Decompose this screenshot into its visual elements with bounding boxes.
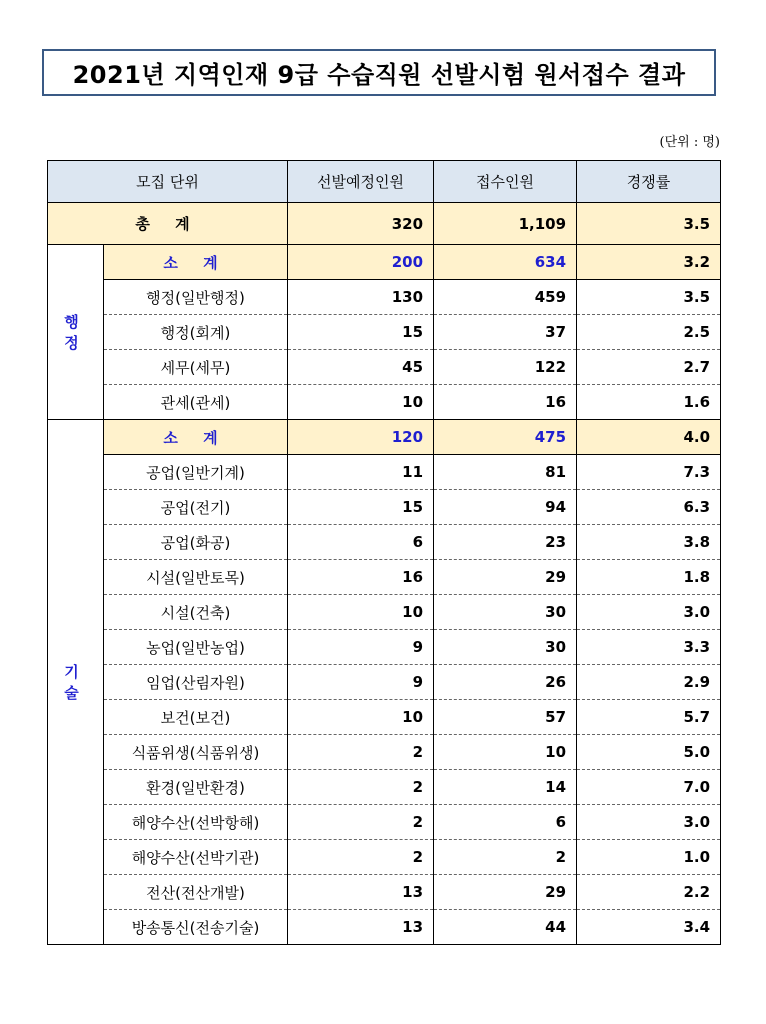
planned-count: 130: [288, 280, 434, 315]
planned-count: 9: [288, 665, 434, 700]
applied-count: 81: [434, 455, 577, 490]
subtotal-planned: 120: [288, 420, 434, 455]
total-label: 총 계: [48, 203, 288, 245]
competition-ratio: 2.5: [577, 315, 721, 350]
results-table: [47, 160, 721, 945]
planned-count: 15: [288, 315, 434, 350]
unit-name: 임업(산림자원): [104, 665, 288, 700]
competition-ratio: 3.0: [577, 805, 721, 840]
applied-count: 57: [434, 700, 577, 735]
planned-count: 2: [288, 805, 434, 840]
competition-ratio: 2.9: [577, 665, 721, 700]
table-row: [48, 525, 721, 560]
competition-ratio: 7.3: [577, 455, 721, 490]
table-body: [48, 203, 721, 945]
competition-ratio: 3.3: [577, 630, 721, 665]
table-row: [48, 595, 721, 630]
unit-name: 행정(일반행정): [104, 280, 288, 315]
planned-count: 45: [288, 350, 434, 385]
unit-name: 해양수산(선박기관): [104, 840, 288, 875]
subtotal-planned: 200: [288, 245, 434, 280]
planned-count: 15: [288, 490, 434, 525]
applied-count: 29: [434, 875, 577, 910]
unit-name: 시설(건축): [104, 595, 288, 630]
unit-name: 행정(회계): [104, 315, 288, 350]
total-ratio: 3.5: [577, 203, 721, 245]
table-row: [48, 665, 721, 700]
competition-ratio: 3.8: [577, 525, 721, 560]
competition-ratio: 1.8: [577, 560, 721, 595]
table-row: [48, 490, 721, 525]
competition-ratio: 2.7: [577, 350, 721, 385]
table-row: [48, 700, 721, 735]
unit-name: 관세(관세): [104, 385, 288, 420]
competition-ratio: 3.4: [577, 910, 721, 945]
applied-count: 29: [434, 560, 577, 595]
applied-count: 94: [434, 490, 577, 525]
subtotal-applied: 475: [434, 420, 577, 455]
subtotal-label: 소 계: [104, 245, 288, 280]
page-title: 2021년 지역인재 9급 수습직원 선발시험 원서접수 결과: [42, 49, 716, 96]
unit-name: 방송통신(전송기술): [104, 910, 288, 945]
applied-count: 10: [434, 735, 577, 770]
unit-name: 해양수산(선박항해): [104, 805, 288, 840]
applied-count: 6: [434, 805, 577, 840]
applied-count: 14: [434, 770, 577, 805]
applied-count: 30: [434, 630, 577, 665]
header-ratio: 경쟁률: [577, 161, 721, 203]
competition-ratio: 5.0: [577, 735, 721, 770]
subtotal-ratio: 4.0: [577, 420, 721, 455]
table-row: [48, 875, 721, 910]
planned-count: 2: [288, 735, 434, 770]
applied-count: 26: [434, 665, 577, 700]
planned-count: 10: [288, 595, 434, 630]
applied-count: 30: [434, 595, 577, 630]
table-row: [48, 315, 721, 350]
unit-note: (단위 : 명): [659, 135, 720, 150]
planned-count: 2: [288, 770, 434, 805]
header-applied: 접수인원: [434, 161, 577, 203]
group-label: 행 정: [48, 245, 104, 420]
competition-ratio: 3.5: [577, 280, 721, 315]
table-row: [48, 455, 721, 490]
unit-name: 보건(보건): [104, 700, 288, 735]
competition-ratio: 6.3: [577, 490, 721, 525]
applied-count: 44: [434, 910, 577, 945]
applied-count: 16: [434, 385, 577, 420]
competition-ratio: 2.2: [577, 875, 721, 910]
planned-count: 2: [288, 840, 434, 875]
header-unit: 모집 단위: [48, 161, 288, 203]
planned-count: 11: [288, 455, 434, 490]
subtotal-applied: 634: [434, 245, 577, 280]
unit-name: 시설(일반토목): [104, 560, 288, 595]
competition-ratio: 7.0: [577, 770, 721, 805]
subtotal-row: [48, 420, 721, 455]
unit-name: 농업(일반농업): [104, 630, 288, 665]
unit-name: 공업(화공): [104, 525, 288, 560]
total-applied: 1,109: [434, 203, 577, 245]
subtotal-label: 소 계: [104, 420, 288, 455]
subtotal-row: [48, 245, 721, 280]
table-row: [48, 385, 721, 420]
competition-ratio: 3.0: [577, 595, 721, 630]
applied-count: 459: [434, 280, 577, 315]
table-row: [48, 630, 721, 665]
total-row: [48, 203, 721, 245]
table-row: [48, 805, 721, 840]
subtotal-ratio: 3.2: [577, 245, 721, 280]
header-planned: 선발예정인원: [288, 161, 434, 203]
unit-name: 공업(전기): [104, 490, 288, 525]
applied-count: 23: [434, 525, 577, 560]
group-label: 기 술: [48, 420, 104, 945]
applied-count: 2: [434, 840, 577, 875]
unit-name: 세무(세무): [104, 350, 288, 385]
applied-count: 122: [434, 350, 577, 385]
unit-name: 식품위생(식품위생): [104, 735, 288, 770]
unit-name: 공업(일반기계): [104, 455, 288, 490]
planned-count: 16: [288, 560, 434, 595]
planned-count: 10: [288, 700, 434, 735]
table-row: [48, 840, 721, 875]
competition-ratio: 5.7: [577, 700, 721, 735]
competition-ratio: 1.0: [577, 840, 721, 875]
competition-ratio: 1.6: [577, 385, 721, 420]
applied-count: 37: [434, 315, 577, 350]
planned-count: 13: [288, 910, 434, 945]
table-row: [48, 350, 721, 385]
planned-count: 9: [288, 630, 434, 665]
unit-name: 전산(전산개발): [104, 875, 288, 910]
total-planned: 320: [288, 203, 434, 245]
planned-count: 6: [288, 525, 434, 560]
table-row: [48, 560, 721, 595]
table-row: [48, 280, 721, 315]
table-row: [48, 770, 721, 805]
planned-count: 10: [288, 385, 434, 420]
header-row: [48, 161, 721, 203]
unit-name: 환경(일반환경): [104, 770, 288, 805]
table-row: [48, 910, 721, 945]
planned-count: 13: [288, 875, 434, 910]
table-row: [48, 735, 721, 770]
